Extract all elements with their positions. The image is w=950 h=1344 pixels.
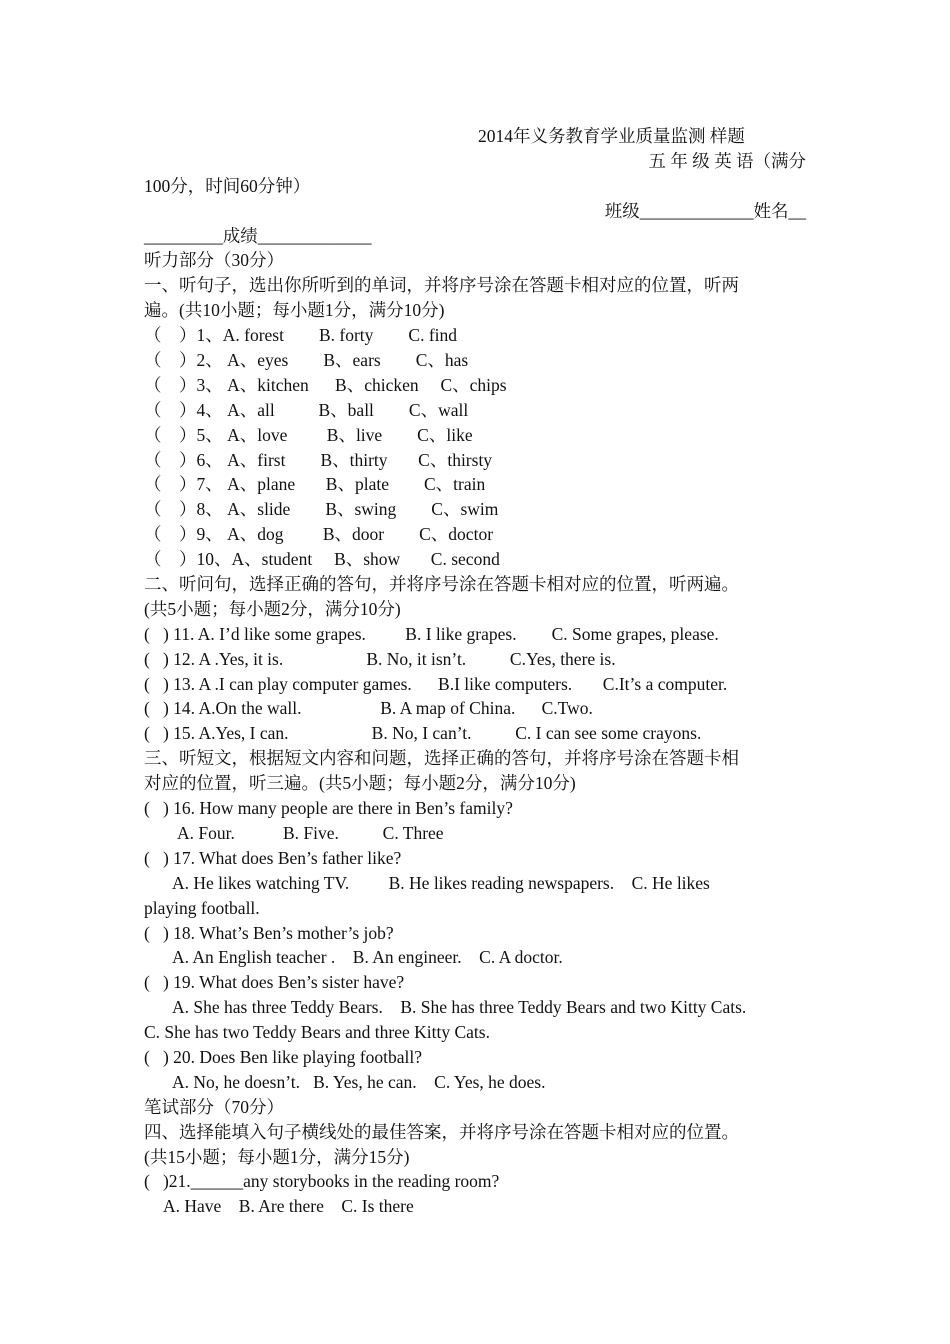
question-10: （ ）10、A、student B、show C. second <box>144 549 500 570</box>
question-16: ( ) 16. How many people are there in Ben’s family? <box>144 798 513 819</box>
exam-subtitle: 五 年 级 英 语（满分 <box>648 150 806 171</box>
part3-instructions: 三、听短文，根据短文内容和问题，选择正确的答句，并将序号涂在答题卡相 <box>144 748 739 769</box>
question-2: （ ）2、 A、eyes B、ears C、has <box>144 350 469 371</box>
question-17-options-continued: playing football. <box>144 897 260 918</box>
exam-subtitle-continued: 100分，时间60分钟） <box>144 175 311 196</box>
exam-title: 2014年义务教育学业质量监测 样题 <box>478 126 745 146</box>
question-5: （ ）5、 A、love B、live C、like <box>144 424 473 445</box>
class-name-line: 班级_____________姓名__ <box>604 200 806 221</box>
question-1: （ ）1、A. forest B. forty C. find <box>144 325 458 346</box>
score-line: _________成绩_____________ <box>144 225 372 246</box>
question-17-options: A. He likes watching TV. B. He likes reading newspapers. C. He likes <box>172 872 710 893</box>
question-20-options: A. No, he doesn’t. B. Yes, he can. C. Yes, he does. <box>172 1071 546 1092</box>
question-19-options-continued: C. She has two Teddy Bears and three Kitty Cats. <box>144 1022 490 1043</box>
part4-instructions: 四、选择能填入句子横线处的最佳答案，并将序号涂在答题卡相对应的位置。 <box>144 1121 739 1142</box>
question-8: （ ）8、 A、slide B、swing C、swim <box>144 499 499 520</box>
question-13: ( ) 13. A .I can play computer games. B.I like computers. C.It’s a computer. <box>144 673 728 694</box>
question-11: ( ) 11. A. I’d like some grapes. B. I like grapes. C. Some grapes, please. <box>144 623 719 644</box>
part2-instructions: 二、听问句，选择正确的答句，并将序号涂在答题卡相对应的位置，听两遍。 <box>144 574 739 595</box>
question-15: ( ) 15. A.Yes, I can. B. No, I can’t. C. I can see some crayons. <box>144 723 702 744</box>
question-19: ( ) 19. What does Ben’s sister have? <box>144 972 405 993</box>
question-4: （ ）4、 A、all B、ball C、wall <box>144 399 469 420</box>
question-6: （ ）6、 A、first B、thirty C、thirsty <box>144 449 493 470</box>
writing-heading: 笔试部分（70分） <box>144 1096 284 1117</box>
question-17: ( ) 17. What does Ben’s father like? <box>144 847 402 868</box>
part4-instructions-continued: (共15小题；每小题1分，满分15分) <box>144 1146 410 1167</box>
question-18-options: A. An English teacher . B. An engineer. C. A doctor. <box>172 947 563 968</box>
question-21: ( )21.______any storybooks in the reading room? <box>144 1171 500 1192</box>
part3-instructions-continued: 对应的位置，听三遍。(共5小题；每小题2分，满分10分) <box>144 773 576 794</box>
question-3: （ ）3、 A、kitchen B、chicken C、chips <box>144 374 507 395</box>
question-12: ( ) 12. A .Yes, it is. B. No, it isn’t. C.Yes, there is. <box>144 648 616 669</box>
question-14: ( ) 14. A.On the wall. B. A map of China. C.Two. <box>144 698 593 719</box>
question-21-options: A. Have B. Are there C. Is there <box>163 1196 414 1217</box>
question-19-options: A. She has three Teddy Bears. B. She has three Teddy Bears and two Kitty Cats. <box>172 997 747 1018</box>
part2-instructions-continued: (共5小题；每小题2分，满分10分) <box>144 598 401 619</box>
question-16-options: A. Four. B. Five. C. Three <box>177 822 444 843</box>
question-7: （ ）7、 A、plane B、plate C、train <box>144 474 486 495</box>
question-9: （ ）9、 A、dog B、door C、doctor <box>144 524 494 545</box>
exam-paper <box>144 124 806 1219</box>
part1-instructions-continued: 遍。(共10小题；每小题1分，满分10分) <box>144 300 445 321</box>
question-20: ( ) 20. Does Ben like playing football? <box>144 1046 422 1067</box>
question-18: ( ) 18. What’s Ben’s mother’s job? <box>144 922 394 943</box>
listening-heading: 听力部分（30分） <box>144 250 284 271</box>
part1-instructions: 一、听句子，选出你所听到的单词，并将序号涂在答题卡相对应的位置，听两 <box>144 275 739 296</box>
